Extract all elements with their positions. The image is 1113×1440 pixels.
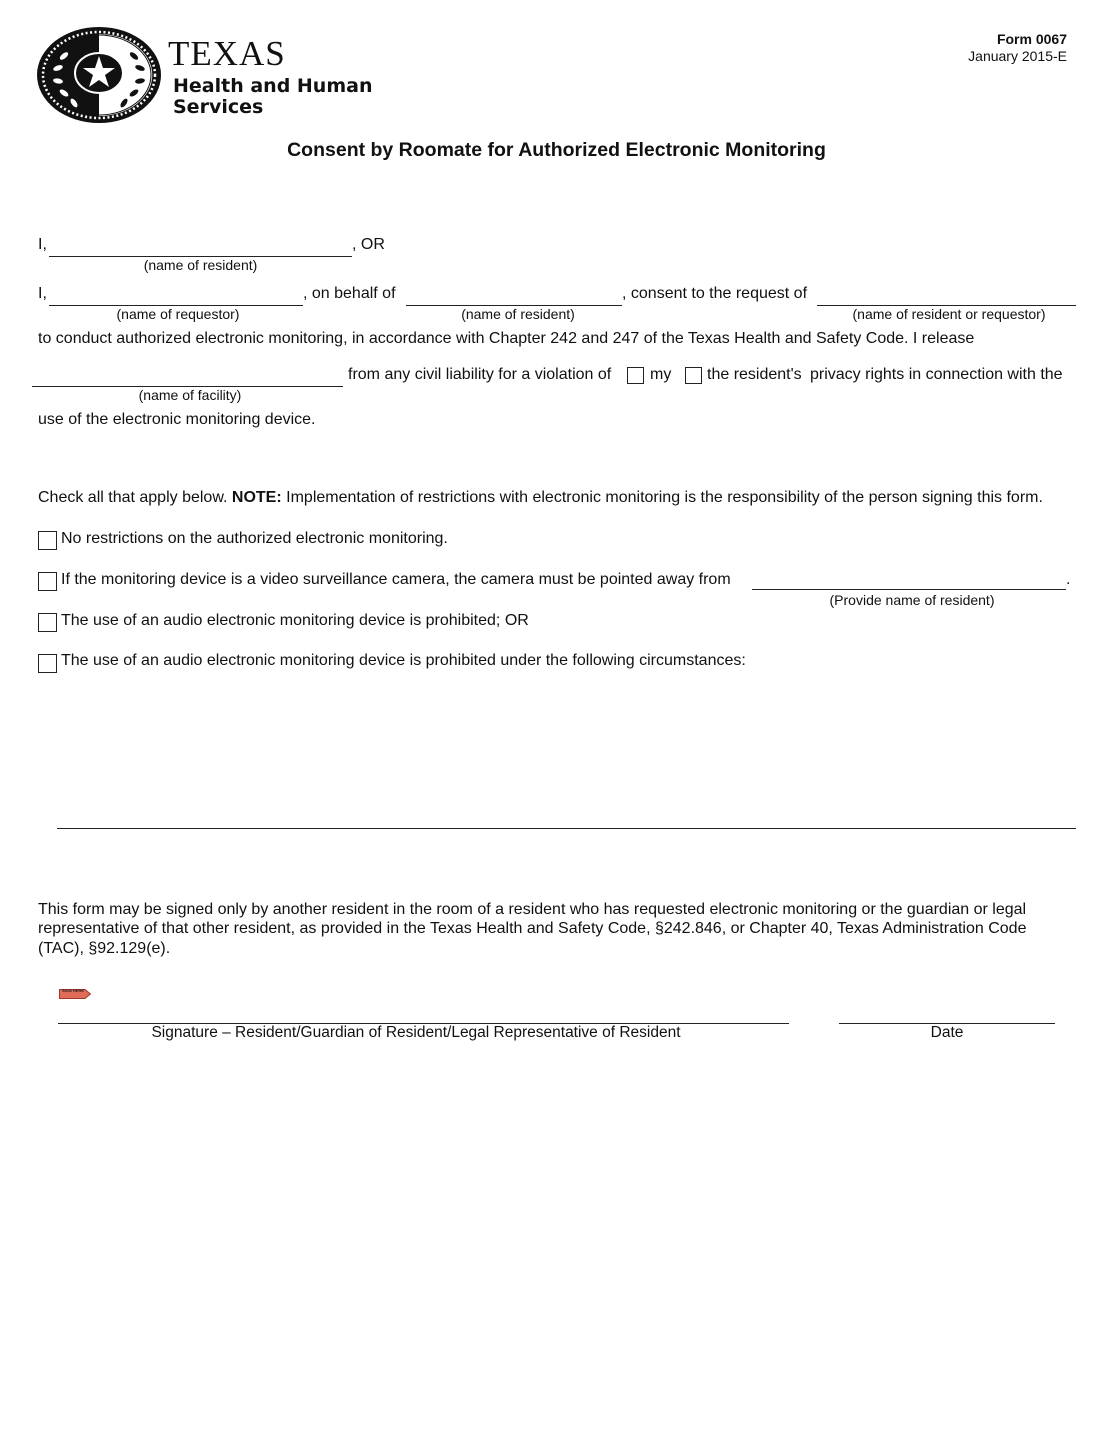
line1-suffix: , OR <box>352 236 385 253</box>
resident-privacy-label: the resident's <box>707 366 802 383</box>
sign-here-text: SIGN HERE <box>62 988 85 993</box>
signature-caption: Signature – Resident/Guardian of Resident/Legal Representative of Resident <box>151 1024 681 1041</box>
circumstances-field[interactable] <box>57 690 1076 828</box>
signature-field[interactable] <box>58 1004 789 1024</box>
behalf-resident-name-field[interactable] <box>406 287 622 305</box>
resident-or-requestor-name-field[interactable] <box>817 287 1076 305</box>
consent-statement: to conduct authorized electronic monitoring, in accordance with Chapter 242 and 247 of the Texas Health and Safety Code. I release <box>38 330 975 347</box>
camera-pointed-away-label: If the monitoring device is a video surveillance camera, the camera must be pointed away from <box>61 571 731 588</box>
circumstances-underline <box>57 828 1076 829</box>
date-field[interactable] <box>839 1004 1055 1024</box>
no-restrictions-checkbox[interactable] <box>38 531 57 550</box>
facility-name-caption: (name of facility) <box>138 387 242 403</box>
texas-seal-star-icon <box>36 26 162 124</box>
camera-away-resident-field[interactable] <box>752 572 1066 590</box>
sign-here-tag <box>59 986 91 996</box>
audio-prohibited-circumstances-label: The use of an audio electronic monitoring device is prohibited under the following circumstances: <box>61 652 746 669</box>
my-privacy-checkbox[interactable] <box>627 367 644 384</box>
no-restrictions-label: No restrictions on the authorized electronic monitoring. <box>61 530 448 547</box>
signing-notice-line3: (TAC), §92.129(e). <box>38 940 171 957</box>
device-use-text: use of the electronic monitoring device. <box>38 411 316 428</box>
restrictions-intro <box>38 489 1043 507</box>
camera-away-resident-caption: (Provide name of resident) <box>829 592 995 608</box>
line2-on-behalf-of: , on behalf of <box>303 285 396 302</box>
audio-prohibited-label: The use of an audio electronic monitoring device is prohibited; OR <box>61 612 529 629</box>
line2-prefix: I, <box>38 285 47 302</box>
behalf-resident-name-caption: (name of resident) <box>461 306 575 322</box>
camera-away-resident-underline <box>752 589 1066 590</box>
resident-name-caption: (name of resident) <box>143 257 258 273</box>
liability-text: from any civil liability for a violation of <box>348 366 612 383</box>
signing-notice-line1: This form may be signed only by another resident in the room of a resident who has requested electronic monitoring or the guardian or legal <box>38 901 1027 918</box>
requestor-name-caption: (name of requestor) <box>116 306 240 322</box>
line1-prefix: I, <box>38 236 47 253</box>
privacy-rights-text: privacy rights in connection with the <box>810 366 1063 383</box>
audio-prohibited-circumstances-checkbox[interactable] <box>38 654 57 673</box>
restrictions-intro-prefix: Check all that apply below. <box>38 489 228 506</box>
line2-consent-to: , consent to the request of <box>622 285 808 302</box>
date-caption: Date <box>930 1024 964 1041</box>
camera-pointed-away-checkbox[interactable] <box>38 572 57 591</box>
resident-privacy-checkbox[interactable] <box>685 367 702 384</box>
logo-texas: TEXAS <box>168 34 286 73</box>
form-date: January 2015-E <box>968 48 1067 64</box>
signing-notice-line2: representative of that other resident, as provided in the Texas Health and Safety Code, §242.846, or Chapter 40, Texas Administration Code <box>38 920 1027 937</box>
page-title: Consent by Roomate for Authorized Electronic Monitoring <box>287 139 826 161</box>
resident-name-field[interactable] <box>49 238 352 256</box>
logo-agency-line1: Health and Human <box>173 75 373 97</box>
form-number: Form 0067 <box>996 31 1067 47</box>
logo-agency-line2: Services <box>173 96 264 118</box>
resident-or-requestor-caption: (name of resident or requestor) <box>852 306 1046 322</box>
restrictions-note-label: NOTE: <box>231 489 282 506</box>
facility-name-field[interactable] <box>32 368 343 386</box>
my-privacy-label: my <box>650 366 672 383</box>
restrictions-note-text: Implementation of restrictions with electronic monitoring is the responsibility of the person signing this form. <box>286 489 1043 506</box>
audio-prohibited-checkbox[interactable] <box>38 613 57 632</box>
camera-away-period: . <box>1066 571 1071 588</box>
requestor-name-field[interactable] <box>49 287 303 305</box>
